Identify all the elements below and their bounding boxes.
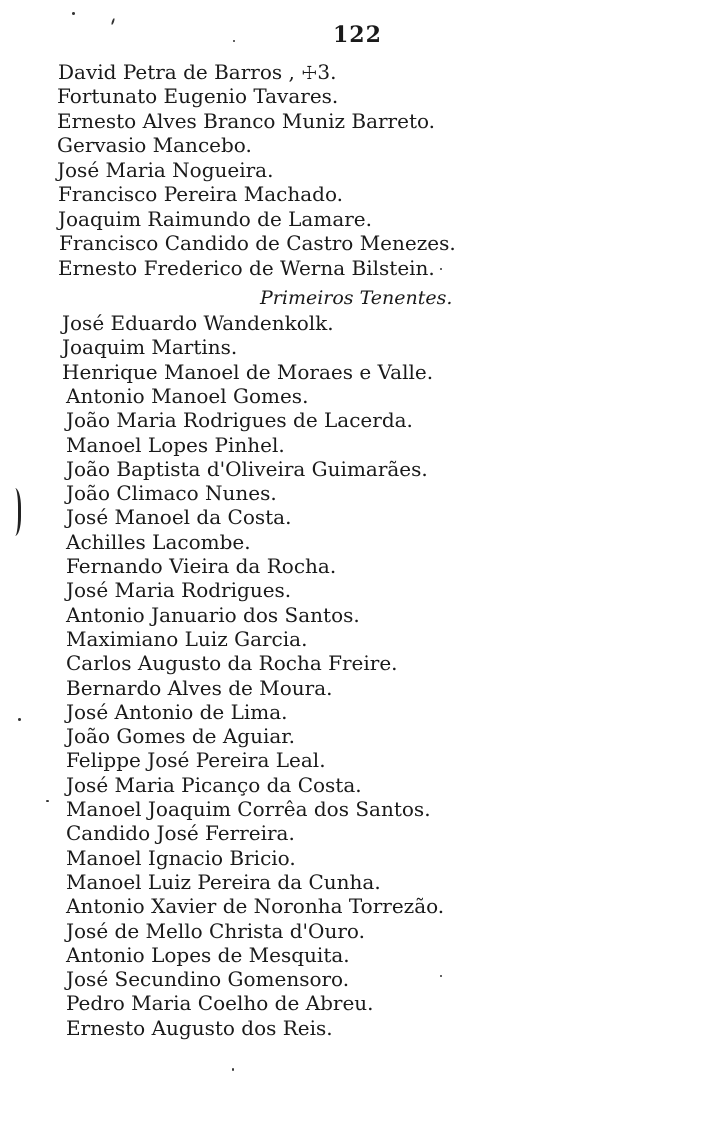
list-item: [57, 84, 338, 108]
officer-name: Joaquim Martins.: [62, 335, 238, 360]
order-grade: 3.: [317, 60, 337, 84]
list-item: [66, 676, 333, 700]
officer-name: Antonio Manoel Gomes.: [66, 383, 309, 408]
officer-name: Fernando Vieira da Rocha.: [66, 554, 337, 578]
list-item: [66, 773, 362, 797]
officer-name: José Maria Picanço da Costa.: [66, 772, 362, 797]
officer-name: Ernesto Frederico de Werna Bilstein.: [58, 255, 435, 280]
officer-name: Ernesto Augusto dos Reis.: [66, 1015, 333, 1040]
ink-speck: [46, 800, 49, 802]
list-item: [66, 554, 336, 578]
list-item: [66, 919, 365, 943]
list-item: [66, 457, 428, 481]
ink-speck: [233, 40, 235, 42]
ink-speck: [440, 975, 442, 977]
list-item: [66, 384, 308, 408]
officer-name: Manoel Lopes Pinhel.: [66, 432, 285, 457]
officer-name: Felippe José Pereira Leal.: [66, 748, 326, 773]
page-number: 122: [333, 22, 382, 48]
officer-name: Carlos Augusto da Rocha Freire.: [66, 651, 398, 676]
officer-name: Francisco Candido de Castro Menezes.: [59, 231, 456, 256]
ink-speck: [111, 18, 115, 25]
list-item: [66, 408, 413, 432]
ink-speck: [232, 1068, 234, 1071]
list-item: [66, 894, 444, 918]
officer-name: José Maria Nogueira.: [57, 157, 274, 182]
list-item: [66, 505, 291, 529]
officer-name: Bernardo Alves de Moura.: [66, 675, 333, 700]
list-item: [66, 846, 296, 870]
list-item: [66, 748, 326, 772]
list-item: [66, 967, 349, 991]
officer-name: José Maria Rodrigues.: [66, 578, 292, 603]
list-item: [59, 231, 456, 255]
ink-speck: [440, 268, 442, 270]
section-heading: Primeiros Tenentes.: [260, 287, 453, 309]
officer-name: Achilles Lacombe.: [66, 529, 251, 554]
list-item: [66, 603, 360, 627]
officer-name: Francisco Pereira Machado.: [58, 182, 343, 207]
list-item: [66, 724, 295, 748]
officer-name: João Climaco Nunes.: [66, 481, 277, 506]
officer-name: Fortunato Eugenio Tavares.: [57, 84, 339, 109]
list-item: [57, 109, 435, 133]
list-item: [62, 335, 237, 359]
list-item: [66, 700, 288, 724]
officer-name: Ernesto Alves Branco Muniz Barreto.: [57, 108, 436, 133]
ink-speck: [18, 718, 21, 721]
officer-name: José Manoel da Costa.: [66, 505, 292, 530]
officer-name: Antonio Januario dos Santos.: [66, 602, 360, 627]
officer-name: Gervasio Mancebo.: [57, 133, 252, 158]
list-item: [66, 651, 398, 675]
list-item: [66, 578, 291, 602]
list-item: [66, 1016, 333, 1040]
officer-name: José Secundino Gomensoro.: [66, 967, 350, 992]
ink-speck: [72, 12, 75, 15]
officer-name: Manoel Luiz Pereira da Cunha.: [66, 869, 381, 894]
officer-name: Antonio Xavier de Noronha Torrezão.: [66, 894, 445, 919]
list-item: [66, 433, 285, 457]
list-item: [62, 360, 433, 384]
order-cross-icon: ☩: [301, 63, 318, 84]
list-item: [58, 207, 372, 231]
list-item: [66, 530, 251, 554]
officer-name: Pedro Maria Coelho de Abreu.: [66, 991, 374, 1016]
officer-name: João Maria Rodrigues de Lacerda.: [66, 408, 413, 433]
officer-name: David Petra de Barros ,: [58, 60, 295, 84]
officer-name: Henrique Manoel de Moraes e Valle.: [62, 359, 434, 384]
officer-name: Manoel Ignacio Bricio.: [66, 845, 296, 870]
list-item: [58, 256, 435, 280]
officer-name: José Eduardo Wandenkolk.: [62, 311, 334, 335]
list-item: [57, 133, 252, 157]
officer-name: Manoel Joaquim Corrêa dos Santos.: [66, 797, 431, 821]
officer-name: João Gomes de Aguiar.: [66, 724, 295, 749]
edge-mark: [6, 488, 21, 536]
officer-name: Antonio Lopes de Mesquita.: [66, 942, 350, 967]
officer-name: José de Mello Christa d'Ouro.: [66, 918, 365, 943]
list-item: [66, 943, 350, 967]
list-item: [62, 311, 334, 335]
list-item: [66, 870, 381, 894]
list-item: [66, 797, 431, 821]
list-item: [57, 158, 273, 182]
list-item: [66, 481, 277, 505]
list-item: [66, 991, 374, 1015]
officer-name: José Antonio de Lima.: [66, 699, 288, 724]
list-item: [58, 182, 343, 206]
list-item: [66, 821, 295, 845]
list-item: [66, 627, 307, 651]
officer-name: João Baptista d'Oliveira Guimarães.: [66, 456, 428, 481]
officer-name: Joaquim Raimundo de Lamare.: [58, 206, 372, 231]
officer-name: Candido José Ferreira.: [66, 821, 295, 846]
list-item: [58, 60, 336, 86]
officer-name: Maximiano Luiz Garcia.: [66, 626, 308, 651]
